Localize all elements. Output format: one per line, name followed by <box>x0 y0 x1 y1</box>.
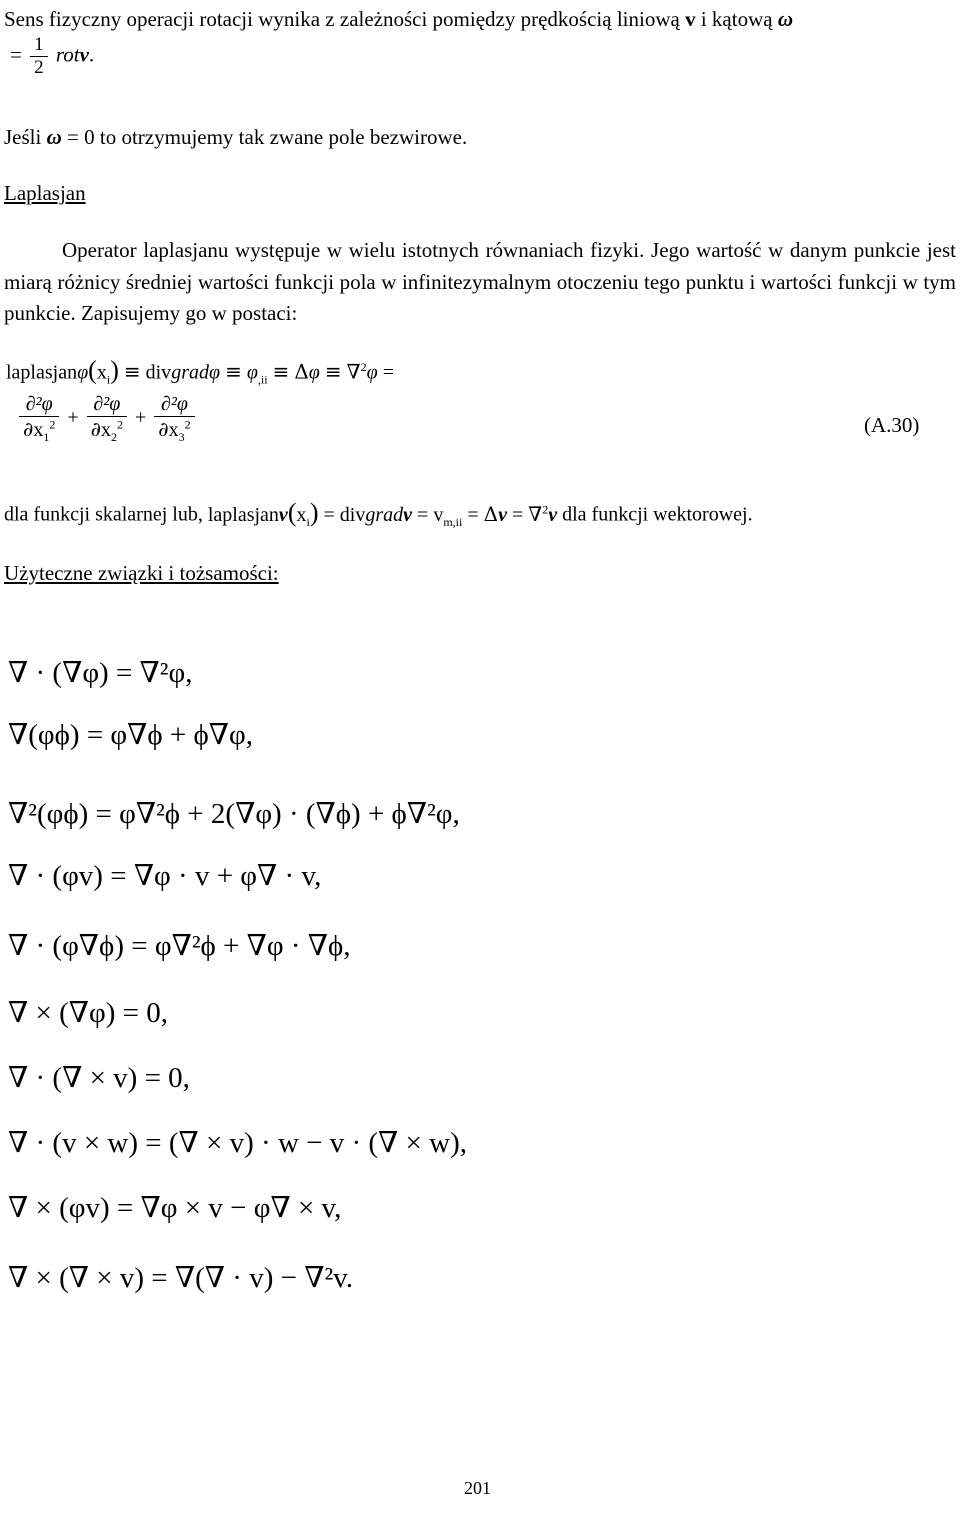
vector-v-symbol: v <box>278 503 288 526</box>
equiv-sign-3: ≡ <box>272 359 290 384</box>
laplasjan-word: laplasjan <box>6 361 78 384</box>
irrotational-rest: = 0 to otrzymujemy tak zwane pole bezwirowe. <box>67 125 468 149</box>
fraction-2-index: 2 <box>110 430 117 444</box>
identity-9: ∇ × (φv) = ∇φ × v − φ∇ × v, <box>8 1192 342 1224</box>
equiv-sign: ≡ <box>123 359 141 384</box>
phi-symbol-3: φ <box>246 361 258 384</box>
phi-symbol: φ <box>77 361 89 384</box>
grad-operator: grad <box>171 361 209 384</box>
vector-v-symbol-4: v <box>548 503 558 526</box>
omega-symbol: ω <box>777 7 793 31</box>
comma-ii-subscript: ,ii <box>257 372 268 387</box>
vector-laplacian-line: dla funkcji skalarnej lub, $laplasjanv(x_i)$ = divgradv = $v_{m,ii} = \Delta v = \nabla^2v$ dla funkcji wektorowej. <box>4 497 753 529</box>
phi-symbol-2: φ <box>208 361 221 384</box>
fraction-2-numerator: ∂²φ <box>87 393 127 417</box>
rot-velocity: v <box>79 42 89 67</box>
rot-intro-and: i kątową <box>700 7 773 31</box>
equation-a30-line2 <box>16 393 198 445</box>
fraction-2-exponent: 2 <box>116 417 123 432</box>
rot-period: . <box>88 42 95 67</box>
half-numerator: 1 <box>30 34 48 57</box>
vector-line-pre: dla funkcji skalarnej lub, <box>4 503 203 526</box>
equiv-sign-4: ≡ <box>324 359 342 384</box>
page-number: 201 <box>464 1478 491 1498</box>
fraction-1-var: x <box>33 419 44 441</box>
partial-fraction-2: $\frac{\text{∂²φ}}{\partial x_2^2}$ <box>87 393 127 445</box>
arg-x: x <box>96 361 107 384</box>
equals-sign: = <box>382 361 394 384</box>
identity-1: ∇ · (∇φ) = ∇²φ, <box>8 657 193 689</box>
vector-arg-index: i <box>306 514 310 529</box>
equiv-sign-2: ≡ <box>225 359 242 384</box>
velocity-symbol: v <box>685 7 696 31</box>
vector-component: v <box>433 503 444 526</box>
plus-sign-1: + <box>67 406 79 429</box>
vector-component-sub: m,ii <box>443 514 463 529</box>
rot-operator: rot <box>55 42 80 67</box>
equation-label-a30: (A.30) <box>864 413 920 437</box>
rot-eq-sign: = <box>10 42 22 67</box>
section-heading-identities: Użyteczne związki i tożsamości: <box>4 561 279 585</box>
nabla-icon-2: ∇ <box>528 501 543 526</box>
identity-10: ∇ × (∇ × v) = ∇(∇ · v) − ∇²v. <box>8 1262 354 1294</box>
equation-a30-line1: $laplasjan\varphi(x_i)$ ≡ divgradφ ≡ $\varphi_{,ii} \equiv \Delta\varphi \equiv \nabla^2\varphi$ = <box>6 355 394 387</box>
vector-eq-1: = <box>323 503 335 526</box>
div-operator: div <box>145 361 172 384</box>
fraction-1-numerator: ∂²φ <box>19 393 59 417</box>
vector-line-post: dla funkcji wektorowej. <box>562 503 753 526</box>
laplasjan-paragraph: Operator laplasjanu występuje w wielu istotnych równaniach fizyki. Jego wartość w danym punkcie jest miarą różnicy średniej wartości funkcji pola w infinitezymalnym otoczeniu tego punktu i wartości funkcji w tym punkcie. Zapisujemy go w postaci: <box>4 238 956 325</box>
delta-symbol: Δ <box>294 359 309 384</box>
section-heading-laplasjan: Laplasjan <box>4 181 86 205</box>
identity-6: ∇ × (∇φ) = 0, <box>8 997 169 1029</box>
rot-intro-text: Sens fizyczny operacji rotacji wynika z zależności pomiędzy prędkością liniową <box>4 7 680 31</box>
vector-arg-x: x <box>296 503 307 526</box>
vector-div: div <box>339 503 366 526</box>
identity-7: ∇ · (∇ × v) = 0, <box>8 1062 190 1094</box>
partial-fraction-3: $\frac{\text{∂²φ}}{\partial x_3^2}$ <box>154 393 194 445</box>
fraction-3-exponent: 2 <box>184 417 191 432</box>
irrotational-pre: Jeśli <box>4 125 42 149</box>
identity-5: ∇ · (φ∇ϕ) = φ∇²ϕ + ∇φ · ∇ϕ, <box>8 930 351 962</box>
fraction-1-exponent: 2 <box>49 417 56 432</box>
vector-grad: grad <box>365 503 404 526</box>
square-exponent: 2 <box>360 360 367 374</box>
fraction-1-index: 1 <box>43 430 50 444</box>
identity-4: ∇ · (φv) = ∇φ · v + φ∇ · v, <box>8 860 322 892</box>
vector-square: 2 <box>542 502 549 516</box>
rot-intro-line <box>4 6 793 32</box>
plus-sign-2: + <box>134 406 147 429</box>
fraction-3-numerator: ∂²φ <box>154 393 194 417</box>
vector-eq-2: = <box>417 503 429 526</box>
identity-2: ∇(φϕ) = φ∇ϕ + ϕ∇φ, <box>8 719 254 751</box>
phi-symbol-5: φ <box>366 361 378 384</box>
vector-v-symbol-3: v <box>498 503 507 526</box>
laplasjan-word-2: laplasjan <box>207 503 279 526</box>
vector-eq-4: = <box>511 503 524 526</box>
phi-symbol-4: φ <box>308 361 320 384</box>
identity-3: ∇²(φϕ) = φ∇²ϕ + 2(∇φ) · (∇ϕ) + ϕ∇²φ, <box>8 798 460 830</box>
partial-fraction-1: $\frac{\text{∂²φ}}{\partial x_1^2}$ <box>19 393 59 445</box>
irrotational-line <box>4 124 467 150</box>
rot-formula <box>10 34 94 79</box>
fraction-3-var: x <box>168 419 179 441</box>
arg-index: i <box>106 372 111 387</box>
vector-v-symbol-2: v <box>403 503 413 526</box>
identity-8: ∇ · (v × w) = (∇ × v) · w − v · (∇ × w), <box>8 1127 468 1159</box>
nabla-icon: ∇ <box>346 359 361 384</box>
vector-delta: Δ <box>483 501 499 526</box>
omega-symbol-2: ω <box>46 125 62 149</box>
fraction-2-var: x <box>100 419 111 441</box>
vector-eq-3: = <box>467 503 479 526</box>
half-denominator: 2 <box>34 57 44 78</box>
fraction-3-index: 3 <box>178 430 185 444</box>
half-fraction <box>30 34 48 79</box>
